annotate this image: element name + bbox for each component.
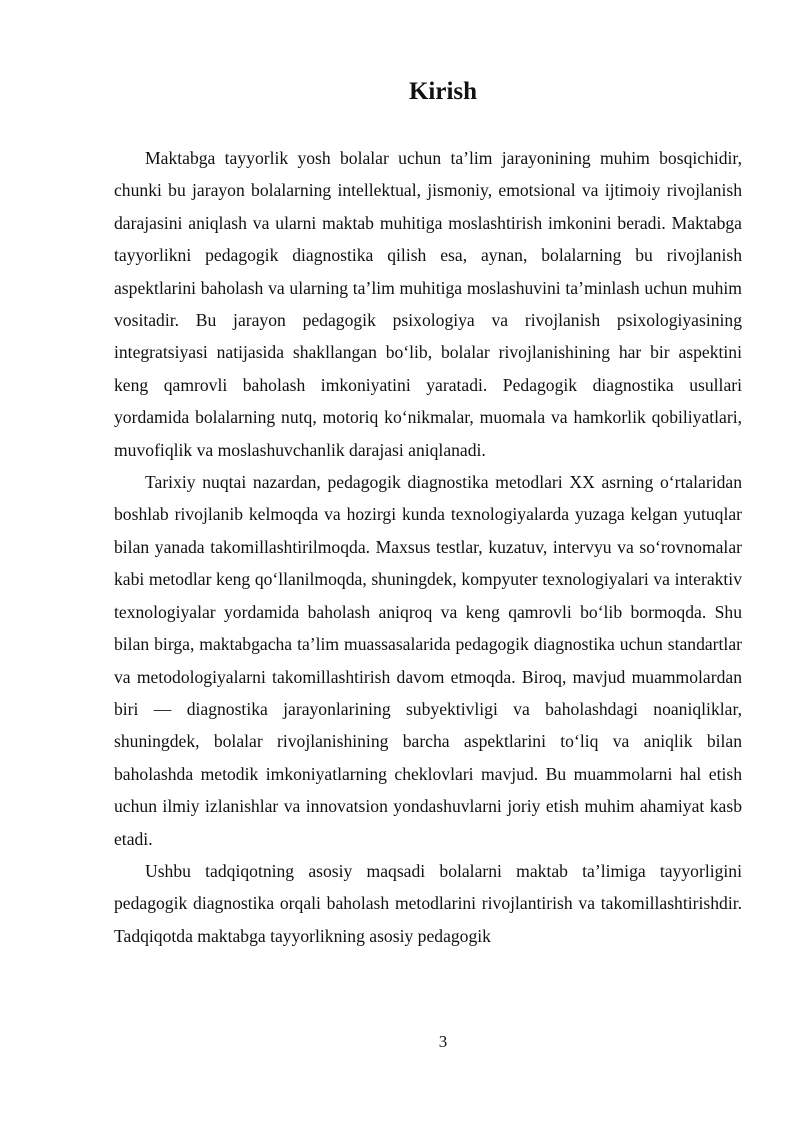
paragraph-aim: Ushbu tadqiqotning asosiy maqsadi bolalarni maktab ta’limiga tayyorligini pedagogik diagnostika orqali baholash metodlarini rivojlantirish va takomillashtirishdir. Tadqiqotda maktabga tayyorlikning asosiy pedagogik [114, 860, 742, 946]
paragraph-history: Tarixiy nuqtai nazardan, pedagogik diagnostika metodlari XX asrning o‘rtalaridan boshlab rivojlanib kelmoqda va hozirgi kunda texnologiyalarda yuzaga kelgan yutuqlar bilan yanada takomillashtirilmoqda. Maxsus testlar, kuzatuv, intervyu va so‘rovnomalar kabi metodlar keng qo‘llanilmoqda, shuningdek, kompyuter texnologiyalari va interaktiv texnologiyalar yordamida baholash aniqroq va keng qamrovli bo‘lib bormoqda. Shu bilan birga, maktabgacha ta’lim muassasalarida pedagogik diagnostika uchun standartlar va metodologiyalarni takomillashtirish davom etmoqda. Biroq, mavjud muammolardan biri — diagnostika jarayonlarining subyektivligi va baholashdagi noaniqliklar, shuningdek, bolalar rivojlanishining barcha aspektlarini to‘liq va aniqlik bilan baholashda metodik imkoniyatlarning cheklovlari mavjud. Bu muammolarni hal etish uchun ilmiy izlanishlar va innovatsion yondashuvlarni joriy etish muhim ahamiyat kasb etadi. [114, 472, 742, 849]
paragraph-intro: Maktabga tayyorlik yosh bolalar uchun ta’lim jarayonining muhim bosqichidir, chunki bu jarayon bolalarning intellektual, jismoniy, emotsional va ijtimoiy rivojlanish darajasini aniqlash va ularni maktab muhitiga moslashtirish imkonini beradi. Maktabga tayyorlikni pedagogik diagnostika qilish esa, aynan, bolalarning bu rivojlanish aspektlarini baholash va ularning ta’lim muhitiga moslashuvini ta’minlash uchun muhim vositadir. Bu jarayon pedagogik psixologiya va rivojlanish psixologiyasining integratsiyasi natijasida shakllangan bo‘lib, bolalar rivojlanishining har bir aspektini keng qamrovli baholash imkoniyatini yaratadi. Pedagogik diagnostika usullari yordamida bolalarning nutq, motoriq ko‘nikmalar, muomala va hamkorlik qobiliyatlari, muvofiqlik va moslashuvchanlik darajasi aniqlanadi. [114, 148, 742, 460]
page-title: Kirish [408, 78, 478, 105]
body-text [114, 142, 742, 952]
page-number: 3 [438, 1032, 448, 1051]
